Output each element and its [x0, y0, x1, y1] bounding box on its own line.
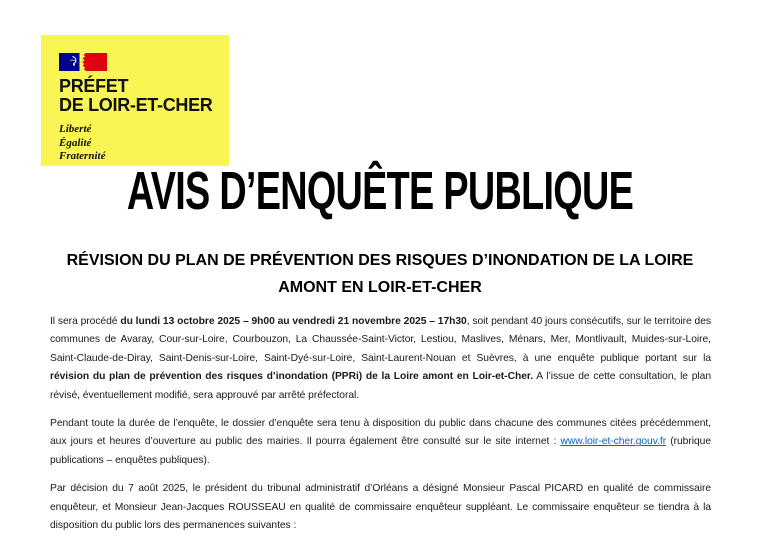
p1-bold-ppri: révision du plan de prévention des risques d’inondation (PPRi) de la Loire amont en Loir-et-Cher. [50, 371, 534, 383]
p1-text-3: A l’issue de cette consultation, le plan révisé, éventuellement modifié, sera approuvé par arrêté préfectoral. [50, 371, 711, 401]
p1-text-1: Il sera procédé [50, 316, 121, 327]
prefecture-name-line1: PRÉFET [59, 76, 129, 96]
paragraph-enquete-dates [50, 313, 711, 405]
p2-text-2: (rubrique publications – enquêtes publiques). [50, 436, 711, 466]
p1-bold-dates: du lundi 13 octobre 2025 – 9h00 au vendredi 21 novembre 2025 – 17h30 [120, 316, 467, 327]
p2-text-1: Pendant toute la durée de l’enquête, le dossier d’enquête sera tenu à disposition du public dans chacune des communes citées précédemment, aux jours et heures d’ouverture au public des mairies. Il pourra également être consulté sur le site internet : [50, 418, 711, 448]
prefecture-logo [41, 35, 229, 166]
paragraph-dossier-consultation [50, 415, 711, 470]
french-flag-marianne-icon [59, 53, 107, 71]
notice-title: AVIS D’ENQUÊTE PUBLIQUE [126, 161, 634, 221]
prefecture-website-link[interactable]: www.loir-et-cher.gouv.fr [560, 436, 667, 448]
motto-fraternite: Fraternité [59, 150, 106, 162]
motto-egalite: Égalité [59, 136, 92, 149]
motto-liberte: Liberté [59, 123, 92, 135]
paragraph-commissaire-enqueteur: Par décision du 7 août 2025, le président du tribunal administratif d’Orléans a désigné Monsieur Pascal PICARD en qualité de commissaire enquêteur, et Monsieur Jean-Jacques ROUSSEAU en qualité de commissaire enquêteur suppléant. Le commissaire enquêteur se tiendra à la disposition du public lors des permanences suivantes : [50, 483, 711, 532]
notice-subtitle: RÉVISION DU PLAN DE PRÉVENTION DES RISQUES D’INONDATION DE LA LOIRE AMONT EN LOIR-ET-CHER [66, 252, 694, 296]
notice-body [50, 313, 711, 545]
p1-text-2: , soit pendant 40 jours consécutifs, sur le territoire des communes de Avaray, Cour-sur-Loire, Courbouzon, La Chaussée-Saint-Victor, Lestiou, Maslives, Ménars, Mer, Montlivault, Muides-sur-Loire, Saint-Claude-de-Diray, Saint-Denis-sur-Loire, Saint-Dyé-sur-Loire, Saint-Laurent-Nouan et Suèvres, à une enquête publique portant sur la [50, 316, 711, 364]
republic-motto [59, 123, 229, 164]
prefecture-name-line2: DE LOIR-ET-CHER [59, 95, 213, 115]
